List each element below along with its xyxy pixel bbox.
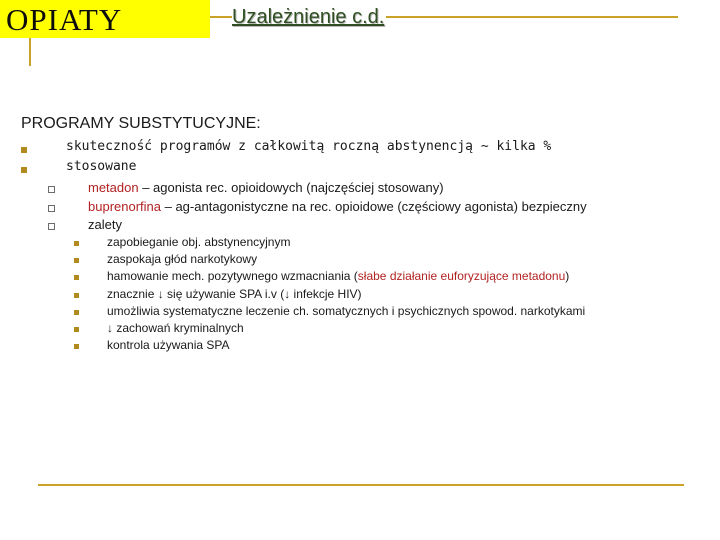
advantage-text: hamowanie mech. pozytywnego wzmacniania ( <box>107 269 358 283</box>
square-bullet-icon <box>21 167 27 173</box>
square-bullet-icon <box>74 293 79 298</box>
topic-badge <box>0 0 210 38</box>
drug-description: – ag-antagonistyczne na rec. opioidowe (częściowy agonista) bezpieczny <box>161 199 587 214</box>
square-bullet-icon <box>74 258 79 263</box>
hollow-square-bullet-icon <box>48 223 55 230</box>
level2-item <box>88 199 587 214</box>
footer-divider-line <box>38 484 684 486</box>
section-heading <box>21 115 261 133</box>
hollow-square-bullet-icon <box>48 205 55 212</box>
section-heading-colon: : <box>256 115 261 132</box>
square-bullet-icon <box>74 310 79 315</box>
square-bullet-icon <box>74 327 79 332</box>
hollow-square-bullet-icon <box>48 186 55 193</box>
level2-item: zalety <box>88 217 122 232</box>
square-bullet-icon <box>21 147 27 153</box>
advantage-item: umożliwia systematyczne leczenie ch. somatycznych i psychicznych spowod. narkotykami <box>107 304 586 318</box>
advantage-item <box>107 269 569 283</box>
square-bullet-icon <box>74 275 79 280</box>
drug-name: metadon <box>88 180 139 195</box>
drug-description: – agonista rec. opioidowych (najczęściej stosowany) <box>138 180 444 195</box>
left-accent-line <box>29 38 31 66</box>
square-bullet-icon <box>74 241 79 246</box>
level1-item: skuteczność programów z całkowitą roczną abstynencją ~ kilka % <box>66 139 552 154</box>
advantage-item: zaspokaja głód narkotykowy <box>107 252 258 266</box>
level1-item: stosowane <box>66 159 137 174</box>
topic-badge-text: OPIATY <box>6 2 123 37</box>
advantage-highlight: słabe działanie euforyzujące metadonu <box>357 269 566 283</box>
section-heading-label: PROGRAMY SUBSTYTUCYJNE <box>21 115 257 132</box>
advantage-item: kontrola używania SPA <box>107 338 230 352</box>
slide-title: Uzależnienie c.d. <box>232 6 385 28</box>
drug-name: buprenorfina <box>88 199 161 214</box>
advantage-item: zapobieganie obj. abstynencyjnym <box>107 235 291 249</box>
advantage-tail: ) <box>565 269 570 283</box>
advantage-item: znacznie ↓ się używanie SPA i.v (↓ infekcje HIV) <box>107 287 362 301</box>
square-bullet-icon <box>74 344 79 349</box>
level2-item <box>88 180 444 195</box>
advantage-item: ↓ zachowań kryminalnych <box>107 321 244 335</box>
